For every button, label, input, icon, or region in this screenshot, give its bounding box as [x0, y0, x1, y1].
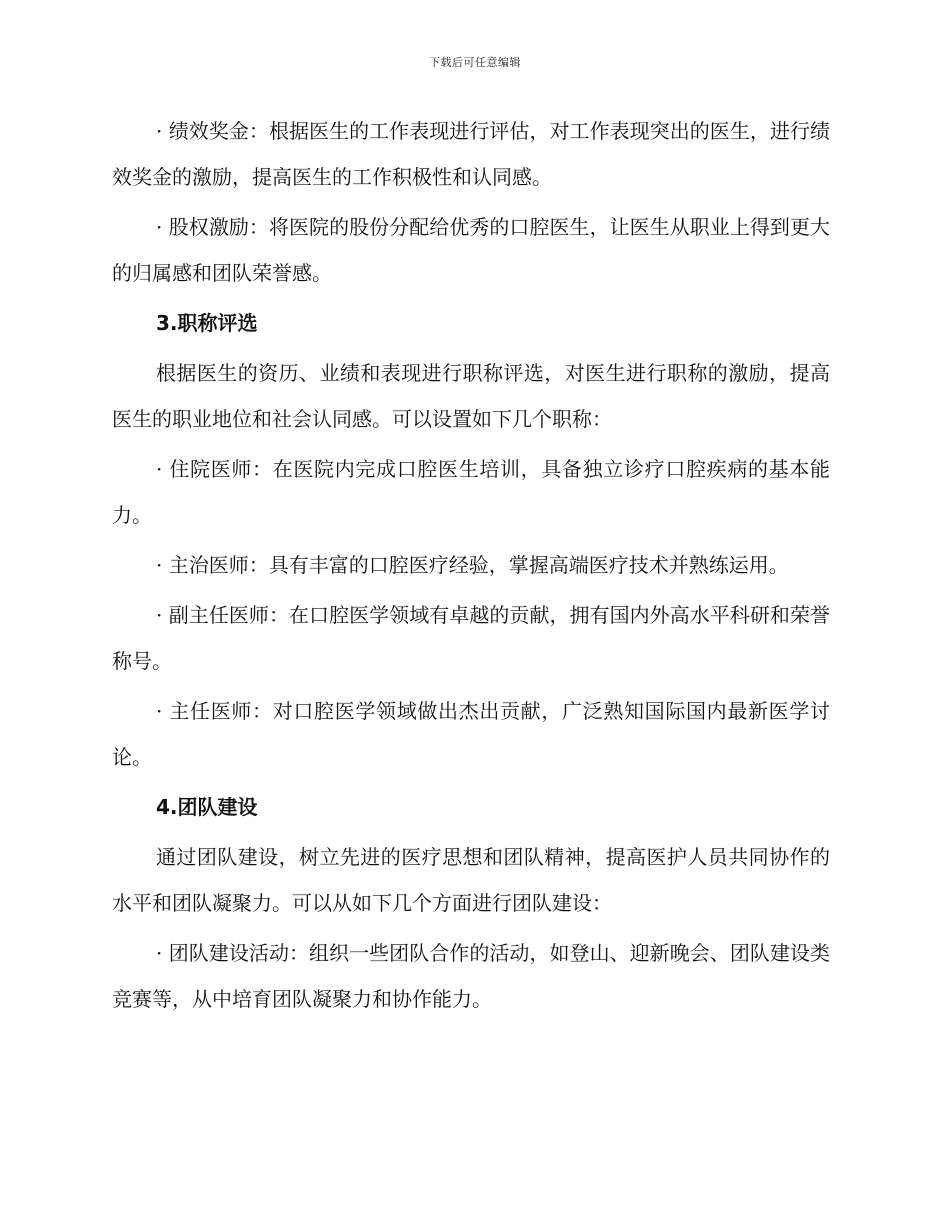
paragraph-title-evaluation-intro: 根据医生的资历、业绩和表现进行职称评选，对医生进行职称的激励，提高医生的职业地位和社会认同感。可以设置如下几个职称：: [112, 361, 830, 431]
paragraph-team-building-intro: 通过团队建设，树立先进的医疗思想和团队精神，提高医护人员共同协作的水平和团队凝聚力。可以从如下几个方面进行团队建设：: [112, 845, 830, 915]
paragraph-team-activities: · 团队建设活动：组织一些团队合作的活动，如登山、迎新晚会、团队建设类竞赛等，从中培育团队凝聚力和协作能力。: [112, 941, 830, 1011]
section-heading-title-evaluation: 3.职称评选: [156, 311, 258, 335]
paragraph-chief-doctor: · 主任医师：对口腔医学领域做出杰出贡献，广泛熟知国际国内最新医学讨论。: [112, 699, 830, 769]
section-heading-team-building: 4.团队建设: [156, 795, 258, 819]
document-body: [112, 108, 830, 1026]
paragraph-performance-bonus: · 绩效奖金：根据医生的工作表现进行评估，对工作表现突出的医生，进行绩效奖金的激励，提高医生的工作积极性和认同感。: [112, 119, 830, 189]
paragraph-associate-chief-doctor: · 副主任医师：在口腔医学领域有卓越的贡献，拥有国内外高水平科研和荣誉称号。: [112, 603, 830, 673]
paragraph-attending-doctor: · 主治医师：具有丰富的口腔医疗经验，掌握高端医疗技术并熟练运用。: [156, 553, 789, 577]
paragraph-equity-incentive: · 股权激励：将医院的股份分配给优秀的口腔医生，让医生从职业上得到更大的归属感和团队荣誉感。: [112, 215, 830, 285]
paragraph-resident-doctor: · 住院医师：在医院内完成口腔医生培训，具备独立诊疗口腔疾病的基本能力。: [112, 457, 830, 527]
page-header-note: 下载后可任意编辑: [429, 56, 521, 69]
